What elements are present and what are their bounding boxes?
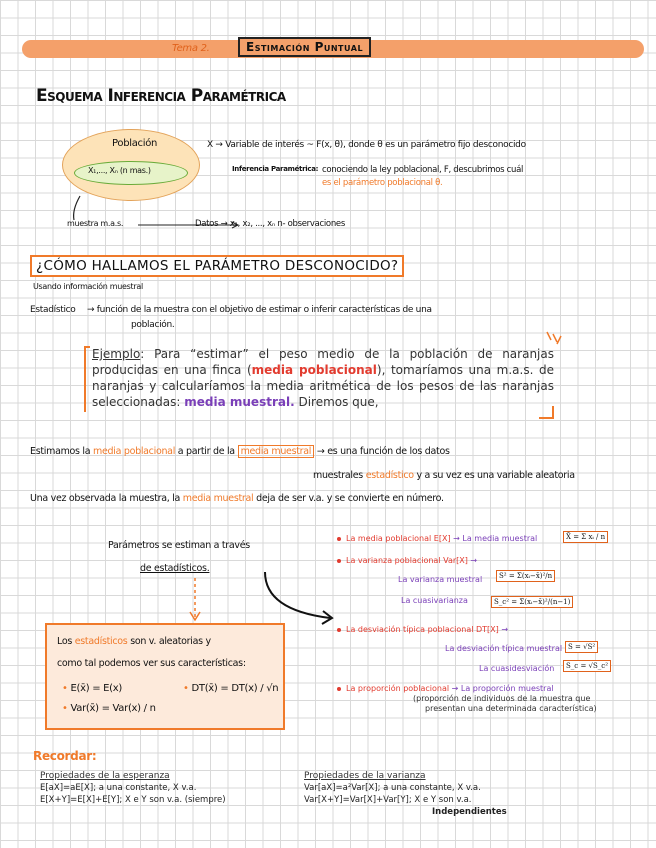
parametros-line-2: de estadísticos.: [140, 563, 210, 574]
recordar-label: Recordar:: [33, 749, 97, 763]
proporcion-note-2: presentan una determinada característica): [425, 704, 597, 713]
varianza-line-2: Var[X+Y]=Var[X]+Var[Y]; X e Y son v.a.: [304, 795, 472, 805]
obox-1c: son v. aleatorias y: [130, 636, 211, 647]
example-text-2: ), tomaríamos una m.a.s. de naranjas y calcularíamos la media aritmética de los pesos de las naranjas seleccionadas:: [92, 363, 554, 409]
obox-var: Var(x̄) = Var(x) / n: [70, 703, 156, 714]
example-text: [92, 346, 554, 410]
param-dt-mue: La desviación típica muestral: [445, 644, 563, 653]
inferencia-text-2: es el parámetro poblacional θ.: [322, 178, 443, 188]
param-varianza-pob-label: La varianza poblacional Var[X]: [346, 556, 468, 565]
varianza-line-1: Var[aX]=a²Var[X]; a una constante, X v.a.: [304, 783, 481, 793]
poblacion-label: Población: [112, 138, 158, 149]
bullet-icon: [337, 559, 341, 563]
esperanza-line-1: E[aX]=aE[X]; a una constante, X v.a.: [40, 783, 197, 793]
section-heading: ¿CÓMO HALLAMOS EL PARÁMETRO DESCONOCIDO?: [30, 255, 404, 277]
obox-e: E(x̄) = E(x): [70, 683, 122, 694]
bullet-icon: [337, 628, 341, 632]
param-proporcion-pob: La proporción poblacional → La proporción muestral: [337, 684, 554, 693]
param-proporcion-mue-label: La proporción muestral: [460, 684, 554, 693]
bullet-icon: [337, 687, 341, 691]
obox-line-1: [57, 636, 211, 647]
estadistico-text-2: población.: [131, 320, 175, 330]
sample-label: X₁,..., Xₙ (n mas.): [88, 166, 151, 175]
bullet-icon: [337, 537, 341, 541]
esquema-heading: Esquema Inferencia Paramétrica: [36, 86, 286, 106]
param-dt-pob: La desviación típica poblacional DT[X] →: [337, 625, 508, 634]
param-proporcion-pob-label: La proporción poblacional: [346, 684, 450, 693]
varianza-title: Propiedades de la varianza: [304, 771, 426, 781]
estimamos-2c: y a su vez es una variable aleatoria: [416, 470, 575, 481]
formula-media: X̄ = Σ xᵢ / n: [563, 531, 608, 543]
formula-cuasidesviacion: S_c = √S_c²: [563, 660, 611, 672]
formula-varianza: S² = Σ(xᵢ−x̄)²/n: [496, 570, 555, 582]
esperanza-line-2: E[X+Y]=E[X]+E[Y]; X e Y son v.a. (siempre): [40, 795, 226, 805]
usando-text: Usando información muestral: [33, 282, 143, 291]
formula-dt: S = √S²: [565, 641, 598, 653]
varianza-line-3: Independientes: [432, 807, 507, 817]
example-bold-2: media muestral.: [184, 395, 295, 409]
estimamos-1b: media poblacional: [93, 446, 176, 457]
estimamos-1d: media muestral: [238, 445, 315, 458]
tema-label: Tema 2.: [172, 43, 210, 54]
inferencia-text: conociendo la ley poblacional, F, descubrimos cuál: [322, 165, 524, 175]
obox-varianza: • Var(x̄) = Var(x) / n: [62, 703, 156, 714]
example-bold-1: media poblacional: [251, 363, 377, 377]
inferencia-label: Inferencia Paramétrica:: [232, 165, 319, 173]
estadistico-label: Estadístico: [30, 305, 76, 315]
example-text-3: Diremos que,: [294, 395, 379, 409]
param-media-pob: La media poblacional E[X] → La media muestral: [337, 534, 537, 543]
variable-line: X → Variable de interés ~ F(x, θ), donde θ es un parámetro fijo desconocido: [207, 140, 526, 150]
param-cuasivarianza: La cuasivarianza: [401, 596, 468, 605]
example-text-1: : Para “estimar” el peso medio de la población de naranjas producidas en una finca (: [92, 347, 554, 377]
estimamos-2a: muestrales: [313, 470, 363, 481]
obox-dt-val: DT(x̄) = DT(x) / √n: [191, 683, 279, 694]
estimamos-2b: estadístico: [365, 470, 414, 481]
param-cuasidesviacion: La cuasidesviación: [479, 664, 555, 673]
estimamos-line-3: [30, 493, 444, 504]
obox-esperanza: • E(x̄) = E(x): [62, 683, 122, 694]
datos-line: Datos → x₁, x₂, ..., xₙ n- observaciones: [195, 219, 345, 229]
muestra-label: muestra m.a.s.: [67, 219, 124, 228]
estimamos-3c: deja de ser v.a. y se convierte en número.: [256, 493, 444, 504]
estadistico-text: → función de la muestra con el objetivo de estimar o inferir características de una: [87, 305, 432, 315]
param-dt-pob-label: La desviación típica poblacional DT[X]: [346, 625, 499, 634]
page-title: Estimación Puntual: [238, 37, 371, 57]
obox-1b: estadísticos: [74, 636, 128, 647]
obox-dt: • DT(x̄) = DT(x) / √n: [183, 683, 279, 694]
formula-cuasivarianza: S_c² = Σ(xᵢ−x̄)²/(n−1): [491, 596, 573, 608]
param-media-mue-label: La media muestral: [462, 534, 538, 543]
param-varianza-pob: La varianza poblacional Var[X] →: [337, 556, 477, 565]
example-bracket: [84, 346, 90, 412]
param-media-pob-label: La media poblacional E[X]: [346, 534, 451, 543]
parametros-line-1: Parámetros se estiman a través: [108, 540, 250, 551]
parametros-arrows: [185, 570, 345, 630]
example-label: Ejemplo: [92, 347, 141, 361]
obox-line-2: como tal podemos ver sus características:: [57, 658, 246, 669]
estimamos-1c: a partir de la: [177, 446, 235, 457]
estimamos-3b: media muestral: [182, 493, 254, 504]
esperanza-title: Propiedades de la esperanza: [40, 771, 170, 781]
proporcion-note-1: (proporción de individuos de la muestra que: [413, 694, 591, 703]
estimamos-1e: → es una función de los datos: [316, 446, 450, 457]
obox-1a: Los: [57, 636, 72, 647]
estimamos-3a: Una vez observada la muestra, la: [30, 493, 181, 504]
param-varianza-mue: La varianza muestral: [398, 575, 483, 584]
estimamos-line-2: [313, 470, 575, 481]
estimamos-1a: Estimamos la: [30, 446, 91, 457]
estimamos-line-1: [30, 446, 450, 457]
